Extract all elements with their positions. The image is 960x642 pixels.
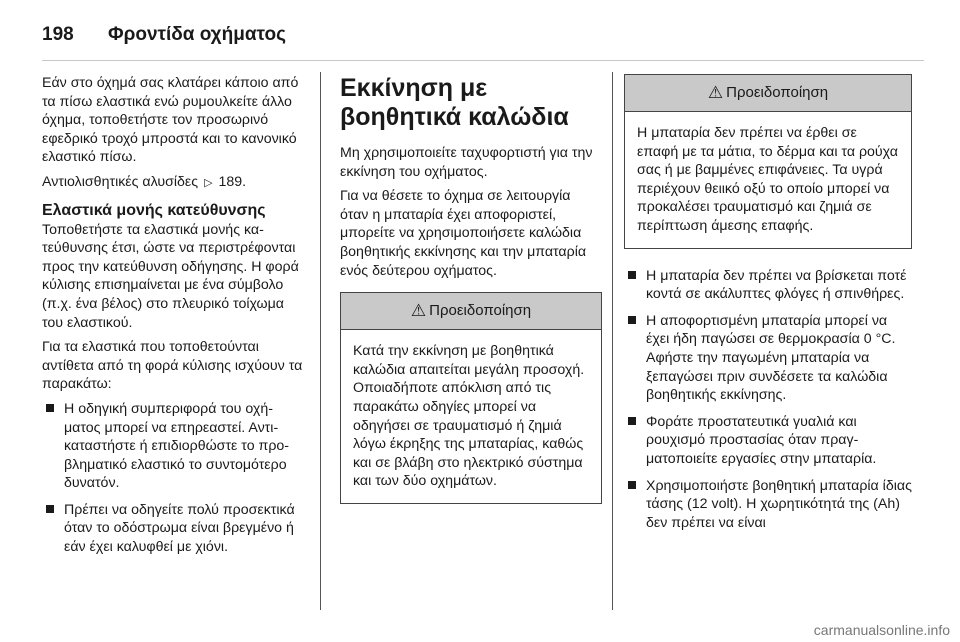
jump-start-paragraph-1: Μη χρησιμοποιείτε ταχυφορτιστή για την εκκίνηση του οχήματος. xyxy=(340,145,593,180)
header-divider xyxy=(42,60,924,61)
warning-triangle-icon: ⚠ xyxy=(410,300,427,320)
cross-reference-label: Αντιολισθητικές αλυσίδες xyxy=(42,173,199,190)
list-item-text: Πρέπει να οδηγείτε πολύ προσεκτικά όταν το οδόστρωμα είναι βρεγμένο ή εάν έχει καλυφθεί με χιόνι. xyxy=(64,501,295,556)
cross-reference-page: 189. xyxy=(218,173,247,190)
warning-header xyxy=(341,293,601,330)
page-title: Φροντίδα οχήματος xyxy=(108,24,286,45)
column-right xyxy=(624,74,912,540)
list-item-text: Χρησιμοποιήστε βοηθητική μπαταρία ίδιας τάσης (12 volt). Η χωρητικότητά της (Ah) δεν πρέπει να είναι xyxy=(646,477,912,531)
warning-title: Προειδοποίηση xyxy=(726,83,829,101)
square-bullet-icon xyxy=(46,505,54,513)
list-item-text: Η αποφορτισμένη μπαταρία μπορεί να έχει ήδη παγώσει σε θερμοκρασία 0 °C. Αφήστε την παγωμένη μπαταρία να ξεπαγώσει πριν συνδέσετε τα καλώδια βοηθητικής εκκίνησης. xyxy=(646,312,896,404)
warning-box xyxy=(340,292,602,504)
list-item xyxy=(624,312,912,405)
list-item xyxy=(624,267,912,304)
column-divider-right xyxy=(612,72,613,610)
square-bullet-icon xyxy=(628,417,636,425)
column-middle xyxy=(340,74,602,516)
square-bullet-icon xyxy=(628,481,636,489)
intro-paragraph: Εάν στο όχημά σας κλατάρει κάποιο από τα πίσω ελαστικά ενώ ρυμουλκείτε άλλο όχημα, τοποθετήστε τον προσωρινό εφεδρικό τροχό μπροστά και το κανονικό ελαστικό πίσω. xyxy=(42,75,299,166)
warning-title: Προειδοποίηση xyxy=(429,301,532,319)
list-item xyxy=(624,413,912,469)
list-item-text: Φοράτε προστατευτικά γυαλιά και ρουχισμό προστασίας όταν πραγματοποιείτε εργασίες στην μπαταρία. xyxy=(646,413,877,467)
directional-tyres-paragraph: Τοποθετήστε τα ελαστικά μονής κατεύθυνσης έτσι, ώστε να περιστρέφονται προς την κατεύθυνση οδήγησης. Η φορά κύλισης επισημαίνεται με ένα σύμβολο (π.χ. ένα βέλος) στο πλευρικό τοίχωμα του ελαστικού. xyxy=(42,221,299,331)
warning-text: Η μπαταρία δεν πρέπει να έρθει σε επαφή με τα μάτια, το δέρμα και τα ρούχα σας ή με βαμμένες επιφάνειες. Τα υγρά περιέχουν θειικό οξύ το οποίο μπορεί να προκαλέσει τραυματισμό και ζημιά σε περίπτωση άμεσης επαφής. xyxy=(637,125,898,234)
cross-reference[interactable] xyxy=(42,173,304,193)
warning-text: Κατά την εκκίνηση με βοηθητικά καλώδια απαιτείται μεγάλη προσοχή. Οποιαδήποτε απόκλιση από τις παρακάτω οδηγίες μπορεί να οδηγήσει σε τραυματισμό ή ζημιά λόγω έκρηξης της μπαταρίας, καθώς και σε βλάβη στο ηλεκτρικό σύστημα και των δύο οχημάτων. xyxy=(353,343,585,490)
list-item xyxy=(42,400,304,493)
square-bullet-icon xyxy=(628,316,636,324)
watermark: carmanualsonline.info xyxy=(813,622,950,638)
page-header xyxy=(42,18,942,52)
list-item xyxy=(42,501,304,557)
bullet-list xyxy=(42,400,304,557)
jump-start-paragraph-2: Για να θέσετε το όχημα σε λειτουργία όταν η μπαταρία έχει αποφοριστεί, μπορείτε να χρησιμοποιήσετε καλώδια βοηθητικής εκκίνησης και την μπαταρία ενός δεύτερου οχήματος. xyxy=(340,188,587,279)
warning-header xyxy=(625,75,911,112)
bullet-list xyxy=(624,267,912,533)
column-divider-left xyxy=(320,72,321,610)
reverse-mounting-paragraph: Για τα ελαστικά που τοποθετούνται αντίθετα από τη φορά κύλισης ισχύουν τα παρακάτω: xyxy=(42,339,303,393)
section-subheading: Ελαστικά μονής κατεύθυνσης xyxy=(42,201,266,219)
list-item-text: Η οδηγική συμπεριφορά του οχήματος μπορεί να επηρεαστεί. Αντικαταστήστε ή επιδιορθώστε το προβληματικό ελαστικό το συντομότερο δυνατόν. xyxy=(64,400,290,492)
list-item-text: Η μπαταρία δεν πρέπει να βρίσκεται ποτέ κοντά σε ακάλυπτες φλόγες ή σπινθήρες. xyxy=(646,267,907,303)
warning-box xyxy=(624,74,912,249)
warning-triangle-icon: ⚠ xyxy=(707,82,724,102)
page-number: 198 xyxy=(42,24,74,45)
section-heading: Εκκίνηση με βοηθητικά καλώδια xyxy=(340,74,569,131)
cross-reference-arrow-icon: ▷ xyxy=(204,176,213,189)
column-left xyxy=(42,74,304,565)
square-bullet-icon xyxy=(628,271,636,279)
square-bullet-icon xyxy=(46,404,54,412)
list-item xyxy=(624,477,912,533)
